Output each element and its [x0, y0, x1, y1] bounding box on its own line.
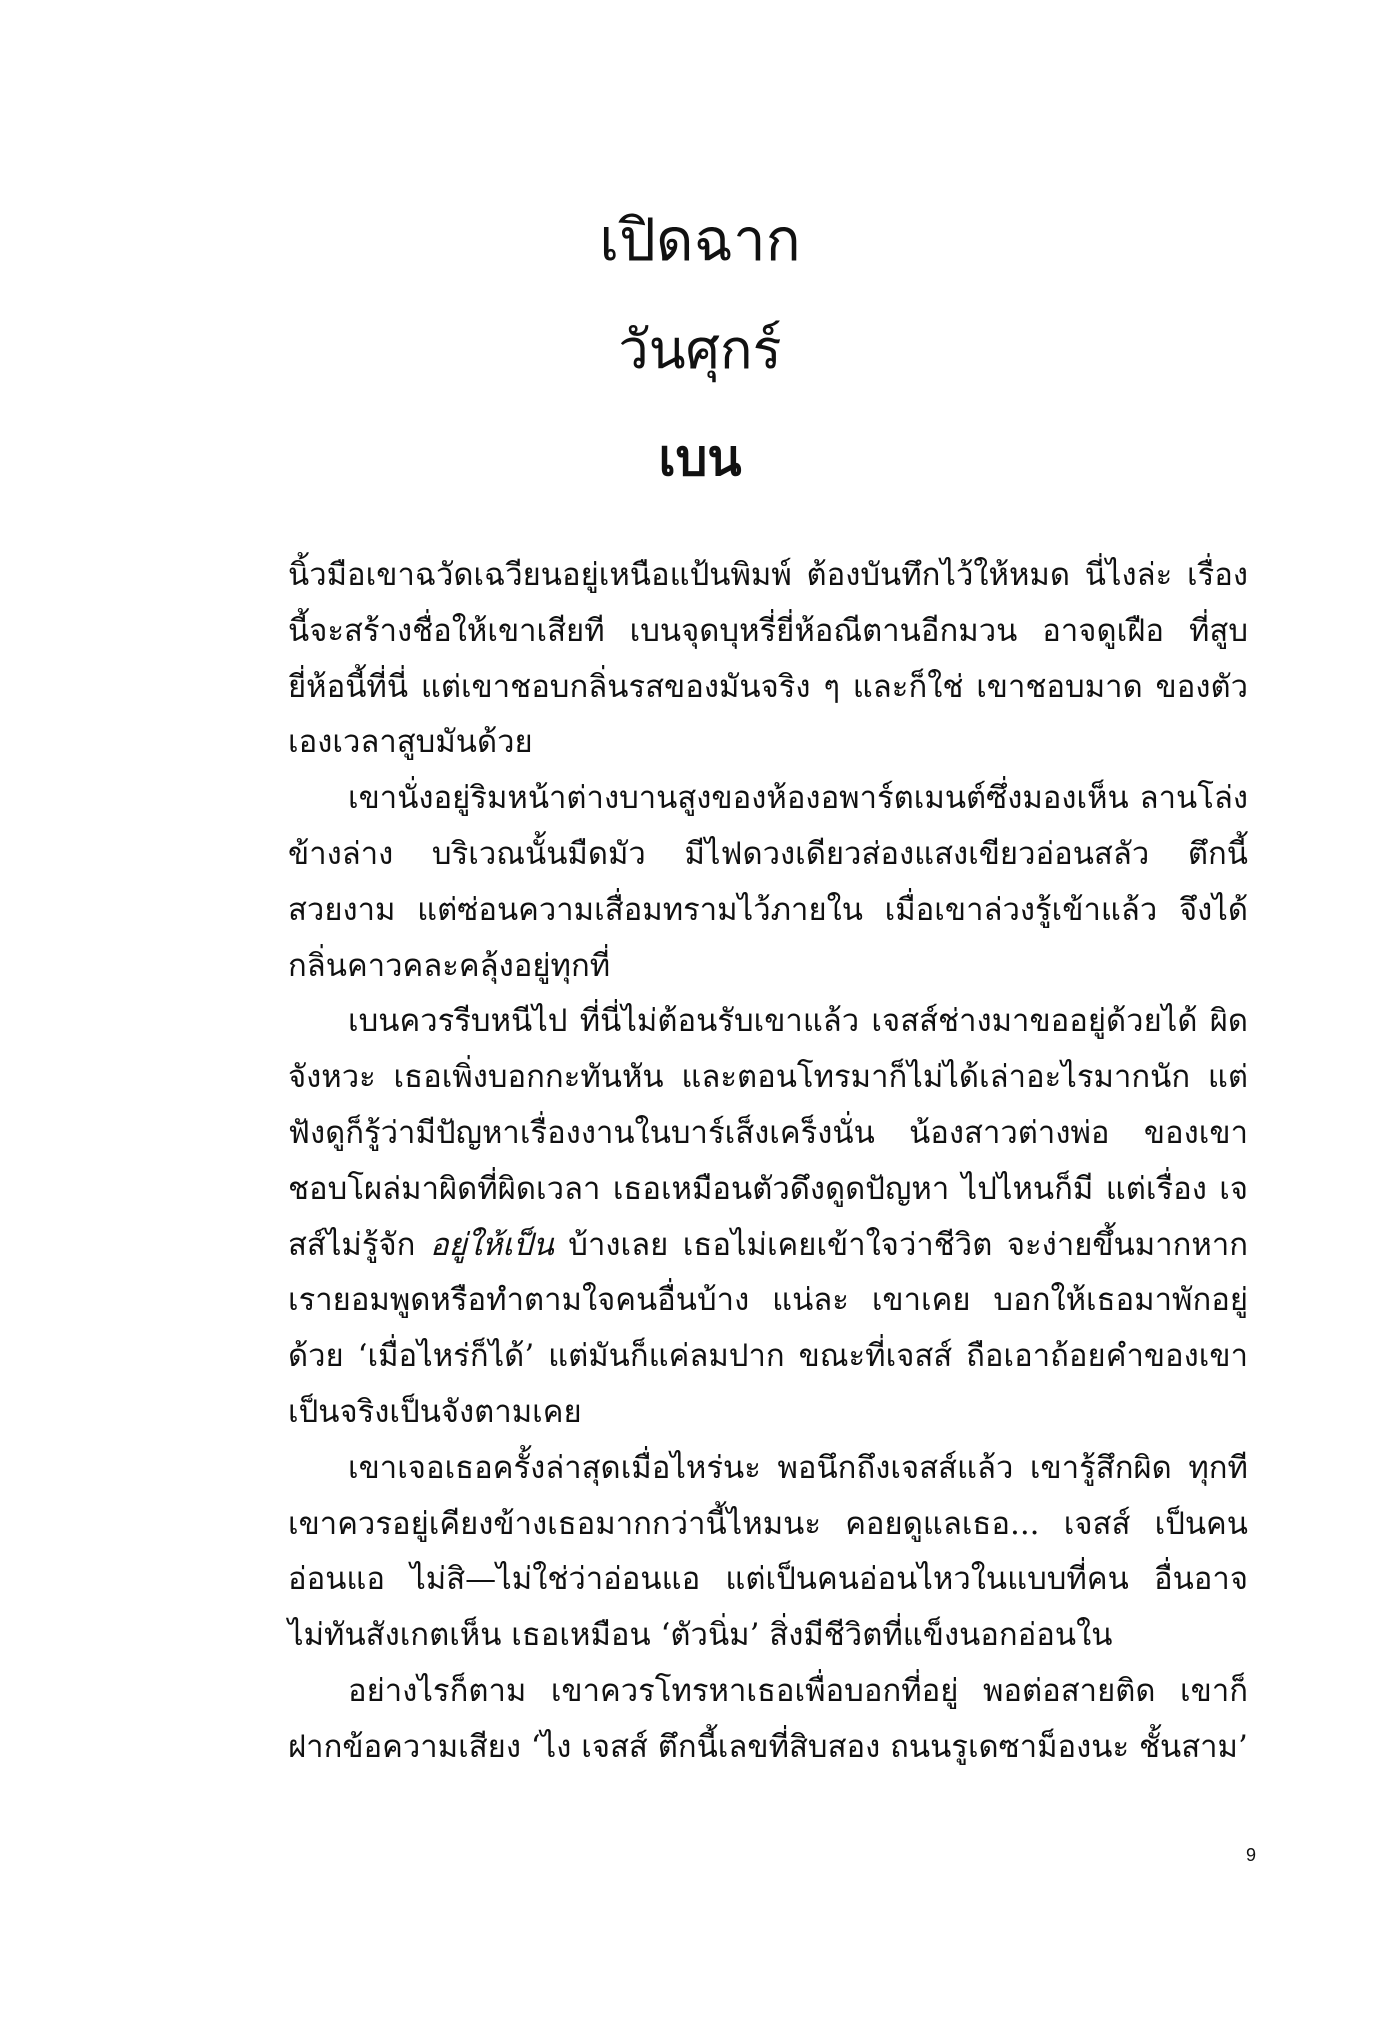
emphasis-text: อยู่ให้เป็น	[429, 1226, 554, 1263]
chapter-title: เปิดฉาก	[599, 206, 801, 274]
chapter-day: วันศุกร์	[618, 318, 782, 381]
paragraph	[288, 548, 1248, 771]
chapter-character: เบน	[658, 429, 742, 487]
paragraph-text: เขาเจอเธอครั้งล่าสุดเมื่อไหร่นะ พอนึกถึงเจสส์แล้ว เขารู้สึกผิด ทุกที เขาควรอยู่เคียงข้างเธอมากกว่านี้ไหมนะ คอยดูแลเธอ... เจสส์ เป็นคนอ่อนแอ ไม่สิ—ไม่ใช่ว่าอ่อนแอ แต่เป็นคนอ่อนไหวในแบบที่คน อื่นอาจไม่ทันสังเกตเห็น เธอเหมือน ‘ตัวนิ่ม’ สิ่งมีชีวิตที่แข็งนอกอ่อนใน	[288, 1449, 1248, 1654]
paragraph-text: อย่างไรก็ตาม เขาควรโทรหาเธอเพื่อบอกที่อยู่ พอต่อสายติด เขาก็ฝากข้อความเสียง ‘ไง เจสส์ ตึกนี้เลขที่สิบสอง ถนนรูเดซาม็องนะ ชั้นสาม’	[288, 1672, 1248, 1765]
paragraph-text: เขานั่งอยู่ริมหน้าต่างบานสูงของห้องอพาร์ตเมนต์ซึ่งมองเห็น ลานโล่งข้างล่าง บริเวณนั้นมืดมัว มีไฟดวงเดียวส่องแสงเขียวอ่อนสลัว ตึกนี้สวยงาม แต่ซ่อนความเสื่อมทรามไว้ภายใน เมื่อเขาล่วงรู้เข้าแล้ว จึงได้กลิ่นคาวคละคลุ้งอยู่ทุกที่	[288, 780, 1248, 984]
paragraph-text: เบนควรรีบหนีไป ที่นี่ไม่ต้อนรับเขาแล้ว เจสส์ช่างมาขออยู่ด้วยได้ ผิดจังหวะ เธอเพิ่งบอกกะทันหัน และตอนโทรมาก็ไม่ได้เล่าอะไรมากนัก แต่ฟังดูก็รู้ว่ามีปัญหาเรื่องงานในบาร์เส็งเคร็งนั่น น้องสาวต่างพ่อ ของเขาชอบโผล่มาผิดที่ผิดเวลา เธอเหมือนตัวดึงดูดปัญหา ไปไหนก็มี แต่เรื่อง เจสส์ไม่รู้จัก	[288, 1003, 1248, 1263]
paragraph	[288, 1664, 1248, 1776]
page-number: 9	[1245, 1845, 1256, 1865]
paragraph-text: บ้างเลย เธอไม่เคยเข้าใจว่าชีวิต จะง่ายขึ้นมากหากเรายอมพูดหรือทำตามใจคนอื่นบ้าง แน่ละ เขาเคย บอกให้เธอมาพักอยู่ด้วย ‘เมื่อไหร่ก็ได้’ แต่มันก็แค่ลมปาก ขณะที่เจสส์ ถือเอาถ้อยคำของเขาเป็นจริงเป็นจังตามเคย	[288, 1226, 1248, 1430]
paragraph	[288, 994, 1248, 1440]
paragraph	[288, 1441, 1248, 1664]
body-text	[288, 548, 1248, 1776]
paragraph	[288, 771, 1248, 994]
paragraph-text: นิ้วมือเขาฉวัดเฉวียนอยู่เหนือแป้นพิมพ์ ต้องบันทึกไว้ให้หมด นี่ไงล่ะ เรื่องนี้จะสร้างชื่อให้เขาเสียที เบนจุดบุหรี่ยี่ห้อณีตานอีกมวน อาจดูเฝือ ที่สูบยี่ห้อนี้ที่นี่ แต่เขาชอบกลิ่นรสของมันจริง ๆ และก็ใช่ เขาชอบมาด ของตัวเองเวลาสูบมันด้วย	[288, 557, 1248, 761]
